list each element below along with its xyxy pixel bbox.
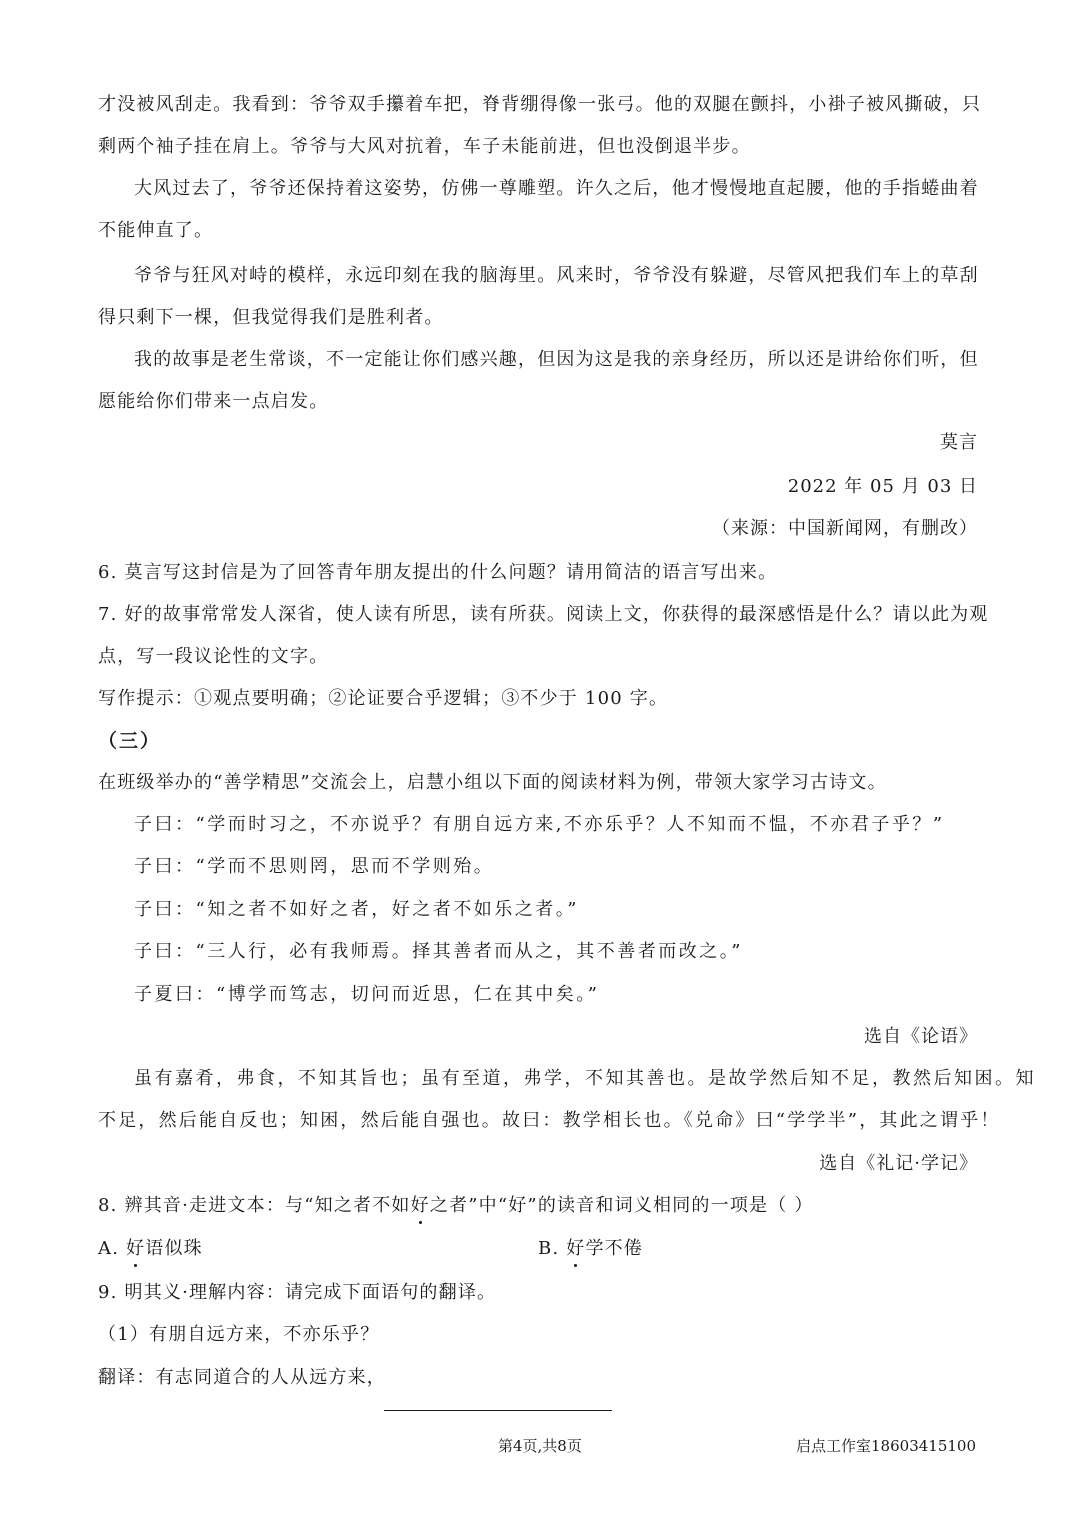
section-three-title: （三） (98, 730, 162, 752)
passage-p4-line2: 愿能给你们带来一点启发。 (98, 391, 329, 412)
translation-answer-blank[interactable] (384, 1410, 612, 1411)
liji-line-2: 不足，然后能自反也；知困，然后能自强也。故曰：教学相长也。《兑命》曰“学学半”，其此之谓乎！ (98, 1110, 1001, 1131)
question-6: 6. 莫言写这封信是为了回答青年朋友提出的什么问题？请用简洁的语言写出来。 (98, 562, 778, 583)
liji-source: 选自《礼记·学记》 (819, 1153, 978, 1174)
option-a-text: 语似珠 (145, 1238, 203, 1259)
letter-signature: 莫言 (940, 432, 978, 453)
letter-date: 2022 年 05 月 03 日 (787, 476, 978, 497)
section-three-intro: 在班级举办的“善学精思”交流会上，启慧小组以下面的阅读材料为例，带领大家学习古诗文。 (98, 772, 887, 793)
page-number: 第4页,共8页 (498, 1437, 582, 1455)
question-8 (98, 1194, 982, 1218)
option-a-emphasis-char: 好 (126, 1238, 146, 1259)
translation-prompt: 翻译：有志同道合的人从远方来， (98, 1367, 386, 1388)
passage-source: （来源：中国新闻网，有删改） (712, 518, 978, 539)
lunyu-quote-5: 子夏曰：“博学而笃志，切问而近思，仁在其中矣。” (134, 984, 600, 1005)
option-a-prefix: A. (98, 1238, 127, 1259)
passage-p2-line2: 不能伸直了。 (98, 220, 214, 241)
passage-p3-line1: 爷爷与狂风对峙的模样，永远印刻在我的脑海里。风来时，爷爷没有躲避，尽管风把我们车上的草刮 (134, 265, 979, 286)
option-b-emphasis-char: 好 (566, 1238, 586, 1259)
option-b-text: 学不倦 (585, 1238, 644, 1259)
lunyu-quote-3: 子曰：“知之者不如好之者，好之者不如乐之者。” (134, 899, 579, 920)
passage-p4-line1: 我的故事是老生常谈，不一定能让你们感兴趣，但因为这是我的亲身经历，所以还是讲给你们听，但 (134, 349, 979, 370)
lunyu-quote-4: 子曰：“三人行，必有我师焉。择其善者而从之，其不善者而改之。” (134, 941, 743, 962)
studio-contact: 启点工作室18603415100 (796, 1437, 976, 1455)
option-b[interactable] (538, 1237, 643, 1261)
lunyu-quote-1: 子曰：“学而时习之，不亦说乎？有朋自远方来,不亦乐乎？人不知而不愠，不亦君子乎？” (134, 814, 945, 835)
liji-line-1: 虽有嘉肴，弗食，不知其旨也；虽有至道，弗学，不知其善也。是故学然后知不足，教然后知困。知 (134, 1068, 1036, 1089)
passage-p1-line1: 才没被风刮走。我看到：爷爷双手攥着车把，脊背绷得像一张弓。他的双腿在颤抖，小褂子被风撕破，只 (98, 94, 982, 115)
question-8-stem-after: 之者”中“好”的读音和词义相同的一项是（ ） (429, 1195, 814, 1216)
lunyu-source: 选自《论语》 (864, 1026, 978, 1047)
option-a[interactable] (98, 1237, 203, 1261)
writing-tips: 写作提示：①观点要明确；②论证要合乎逻辑；③不少于 100 字。 (98, 688, 669, 709)
question-8-emphasis-char: 好 (410, 1195, 430, 1216)
question-7-line1: 7. 好的故事常常发人深省，使人读有所思，读有所获。阅读上文，你获得的最深感悟是什么？请以此为观 (98, 604, 989, 625)
passage-p2-line1: 大风过去了，爷爷还保持着这姿势，仿佛一尊雕塑。许久之后，他才慢慢地直起腰，他的手指蜷曲着 (134, 178, 979, 199)
lunyu-quote-2: 子曰：“学而不思则罔，思而不学则殆。 (134, 856, 495, 877)
passage-p3-line2: 得只剩下一棵，但我觉得我们是胜利者。 (98, 307, 444, 328)
question-7-line2: 点，写一段议论性的文字。 (98, 646, 329, 667)
question-9: 9. 明其义·理解内容：请完成下面语句的翻译。 (98, 1282, 497, 1303)
question-8-stem-before: 8. 辨其音·走进文本：与“知之者不如 (98, 1195, 411, 1216)
option-b-prefix: B. (538, 1238, 567, 1259)
question-9-sub-1: （1）有朋自远方来，不亦乐乎？ (98, 1324, 380, 1345)
passage-p1-line2: 剩两个袖子挂在肩上。爷爷与大风对抗着，车子未能前进，但也没倒退半步。 (98, 136, 751, 157)
